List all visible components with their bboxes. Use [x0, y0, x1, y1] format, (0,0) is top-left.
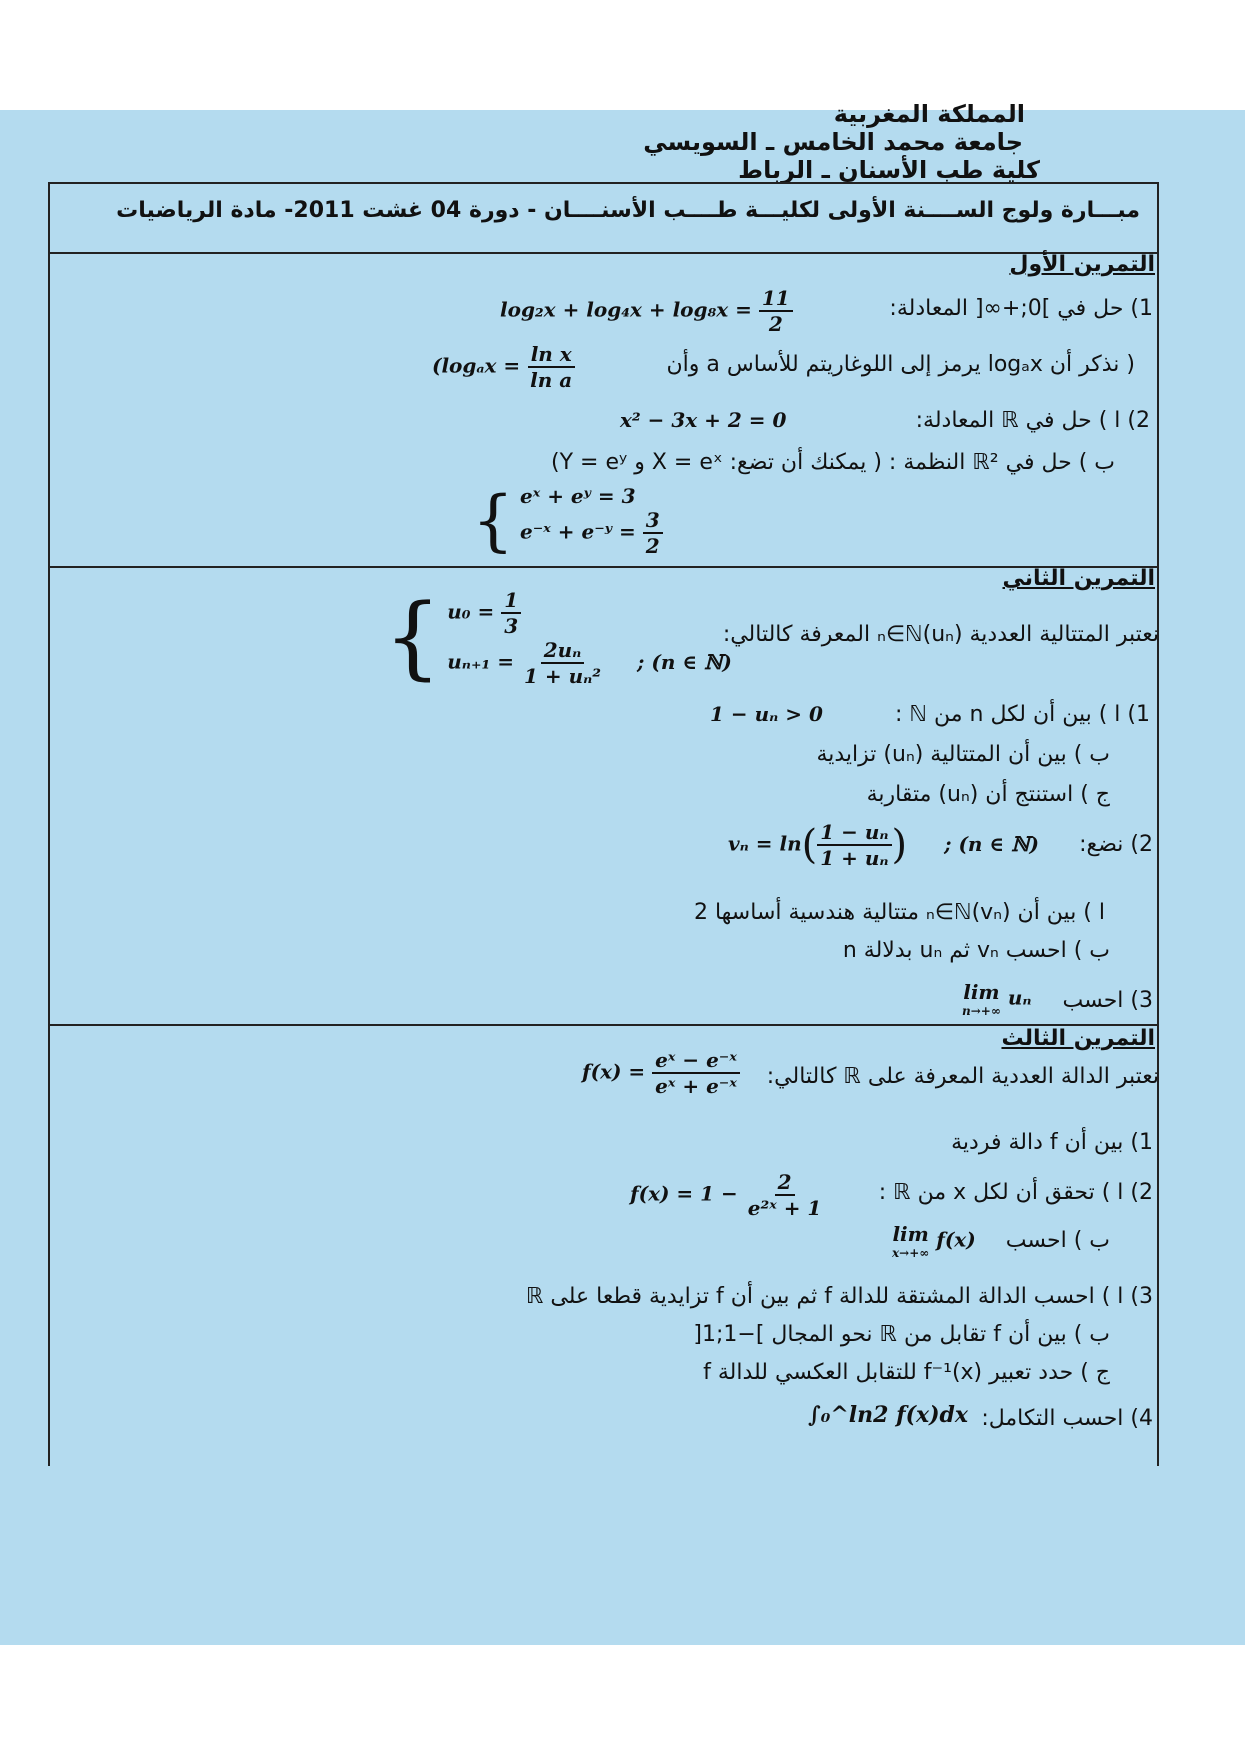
ex1-note-den: ln a: [530, 368, 573, 392]
ex3-q2a-num: 2: [775, 1170, 795, 1196]
ex2-q3: 3) احسب: [1062, 988, 1153, 1013]
ex3-lim-sub: x→+∞: [892, 1246, 930, 1260]
ex2-lim-sub: n→+∞: [962, 1004, 1001, 1018]
ex1-note-num: ln x: [528, 342, 575, 368]
ex2-q1a: 1) ا ) بين أن لكل n من ℕ :: [894, 702, 1150, 727]
ex2-un1-lhs: uₙ₊₁ =: [447, 649, 515, 674]
ex3-lim: lim: [892, 1222, 929, 1246]
ex3-q2a-lhs: f(x) = 1 −: [630, 1181, 738, 1206]
ex3-q2b: ب ) احسب: [1005, 1228, 1110, 1253]
ex1-system-num: 3: [643, 508, 663, 534]
ex2-q2-label: 2) نضع:: [1079, 832, 1153, 857]
exercise-1-title: التمرين الأول: [1009, 252, 1155, 277]
exercise-3-title: التمرين الثالث: [1001, 1026, 1155, 1051]
ex1-system: [472, 484, 663, 558]
ex3-f-def: [582, 1048, 740, 1098]
ex1-q1-num: 11: [759, 286, 793, 312]
ex1-q1-lhs: log₂x + log₄x + log₈x =: [500, 297, 752, 322]
ex3-f-num: eˣ − e⁻ˣ: [652, 1048, 740, 1074]
ex2-u0-lhs: u₀ =: [447, 599, 495, 624]
ex2-lim-expr: uₙ: [1007, 985, 1032, 1010]
ex3-q3a: 3) ا ) احسب الدالة المشتقة للدالة f ثم بين أن f تزايدية قطعا على ℝ: [525, 1284, 1153, 1309]
ex2-q2a: ا ) بين أن (vₙ)ₙ∈ℕ متتالية هندسية أساسها 2: [693, 900, 1105, 925]
ex2-vn-def: vₙ = ln( $\frac{\text{1 − uₙ}}{\text{1 + uₙ}}$ ) ; (n ∈ ℕ): [728, 820, 1039, 870]
ex3-q3b: ب ) بين أن f تقابل من ℝ نحو المجال ]−1;1[: [693, 1322, 1110, 1347]
ex2-sequence-def: [384, 585, 732, 690]
ex1-q2a-label: 2) ا ) حل في ℝ المعادلة:: [915, 408, 1150, 433]
ex1-note-formula: [432, 342, 575, 392]
ex2-vn-den: 1 + uₙ: [820, 846, 889, 870]
ex3-lim-expr: f(x): [936, 1227, 976, 1252]
ex3-intro: نعتبر الدالة العددية المعرفة على ℝ كالتالي:: [766, 1064, 1159, 1089]
ex2-un1-cond: ; (n ∈ ℕ): [637, 649, 732, 674]
ex3-q4-integral: ∫₀^ln2 f(x)dx: [808, 1402, 969, 1428]
ex1-q1-den: 2: [768, 312, 783, 336]
ex3-q2a-formula: [630, 1170, 824, 1220]
ex2-q1a-equation: 1 − uₙ > 0: [710, 702, 823, 726]
ex3-q4: 4) احسب التكامل:: [981, 1406, 1153, 1431]
ex3-q3c: ج ) حدد تعبير f⁻¹(x) للتقابل العكسي للدالة f: [703, 1360, 1110, 1385]
header-kingdom: المملكة المغربية: [833, 100, 1025, 128]
left-brace-icon: {: [472, 482, 514, 559]
ex2-vn-num: 1 − uₙ: [817, 820, 891, 846]
ex1-q2a-equation: x² − 3x + 2 = 0: [620, 408, 787, 432]
ex2-u0-den: 3: [504, 614, 519, 638]
ex1-system-den: 2: [645, 534, 660, 558]
header-university: جامعة محمد الخامس ـ السويسي: [643, 128, 1023, 156]
ex2-vn-lhs: vₙ = ln: [728, 831, 802, 856]
left-brace-icon: {: [384, 585, 442, 690]
ex2-intro: نعتبر المتتالية العددية (uₙ)ₙ∈ℕ المعرفة كالتالي:: [722, 622, 1159, 647]
ex2-q1c: ج ) استنتج أن (uₙ) متقاربة: [866, 782, 1110, 807]
ex2-vn-cond: ; (n ∈ ℕ): [944, 831, 1039, 856]
ex2-u0-num: 1: [501, 588, 521, 614]
ex1-note-lhs: (logₐx =: [432, 353, 521, 378]
ex1-q2b-label: ب ) حل في ℝ² النظمة : ( يمكنك أن تضع: X = eˣ و Y = eʸ): [551, 450, 1115, 475]
ex2-q2b: ب ) احسب vₙ ثم uₙ بدلالة n: [842, 938, 1110, 963]
ex3-q2b-limit: [892, 1222, 976, 1260]
ex2-un1-num: 2uₙ: [541, 638, 585, 664]
ex2-q1b: ب ) بين أن المتتالية (uₙ) تزايدية: [816, 742, 1110, 767]
ex2-lim: lim: [963, 980, 1000, 1004]
header-faculty: كلية طب الأسنان ـ الرباط: [738, 156, 1040, 184]
ex2-q3-limit: [962, 980, 1032, 1018]
ex3-f-den: eˣ + e⁻ˣ: [655, 1074, 737, 1098]
ex1-note: ( نذكر أن logₐx يرمز إلى اللوغاريتم للأساس a وأن: [666, 352, 1135, 377]
ex1-system-line-2: e⁻ˣ + e⁻ʸ =: [520, 519, 636, 544]
exercise-2-title: التمرين الثاني: [1002, 566, 1155, 591]
ex1-system-line-1: eˣ + eʸ = 3: [520, 484, 636, 508]
ex2-un1-den: 1 + uₙ²: [523, 664, 602, 688]
ex3-q1: 1) بين أن f دالة فردية: [951, 1130, 1153, 1155]
ex3-q2a-den: e²ˣ + 1: [747, 1196, 822, 1220]
ex1-q1-equation: [500, 286, 793, 336]
ex3-f-lhs: f(x) =: [582, 1059, 646, 1084]
ex3-q2a: 2) ا ) تحقق أن لكل x من ℝ :: [878, 1180, 1153, 1205]
exam-title: مبـــارة ولوج الســــنة الأولى لكليـــة طــــب الأسنــــان - دورة 04 غشت 2011- مادة الرياضيات: [116, 198, 1140, 223]
ex1-q1-label: 1) حل في ]0;+∞[ المعادلة:: [889, 296, 1153, 321]
